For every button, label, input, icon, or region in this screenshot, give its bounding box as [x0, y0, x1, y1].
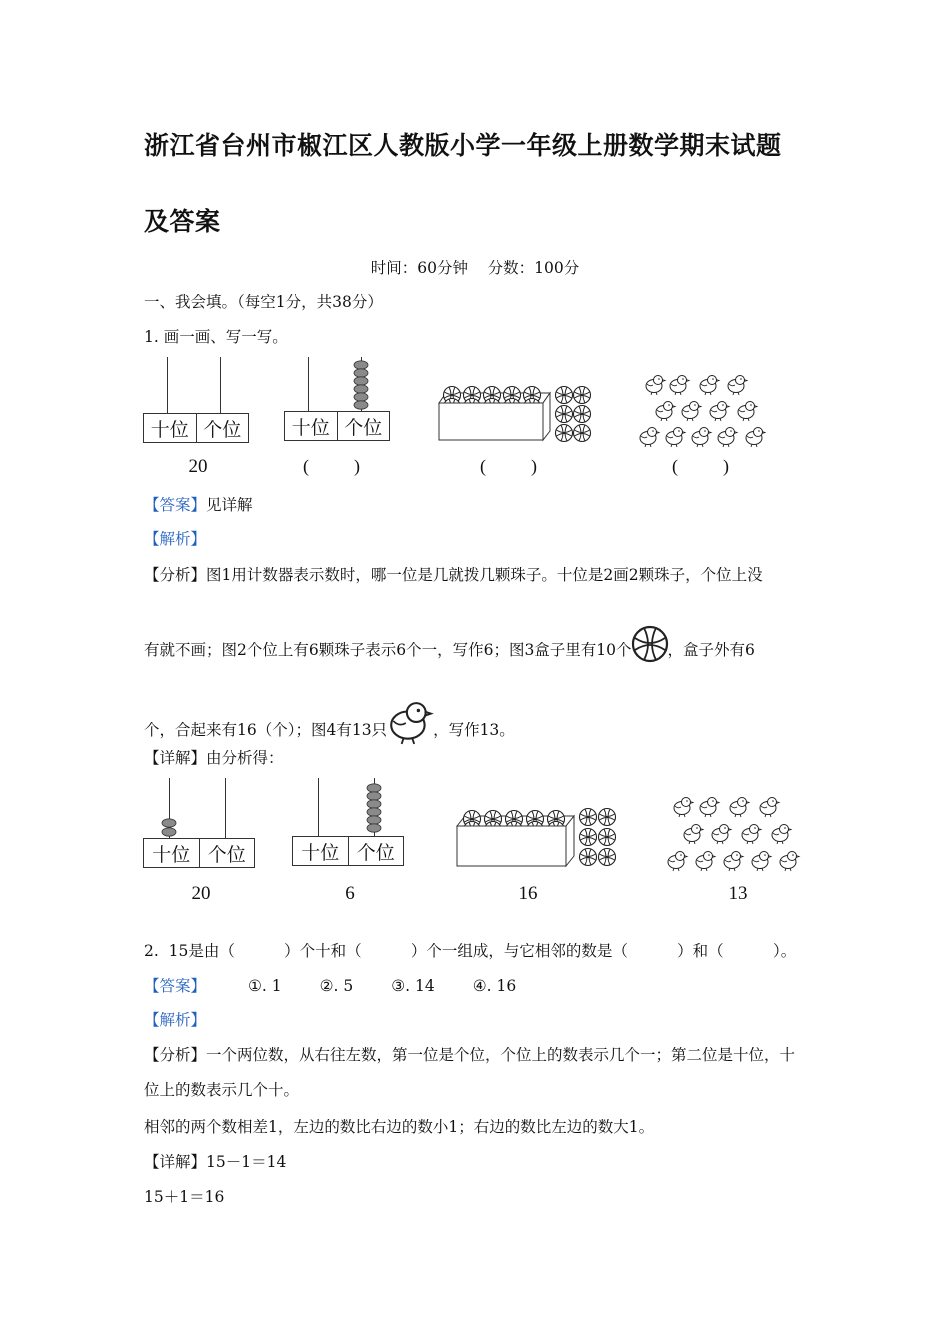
ones-label: 个位 — [337, 412, 390, 440]
tens-rod — [318, 778, 319, 836]
answer-4: ④. 16 — [472, 977, 517, 995]
exam-info: 时间：60分钟 分数：100分 — [370, 259, 580, 277]
abacus-figure-2 — [284, 357, 390, 441]
q1-analysis-line3 — [144, 700, 515, 740]
tens-label: 十位 — [150, 418, 189, 441]
q1-answer-2: 6 — [345, 883, 355, 904]
q1-analysis-tag: 【解析】 — [144, 530, 207, 548]
chick-icon — [387, 700, 433, 746]
page-title-line1: 浙江省台州市椒江区人教版小学一年级上册数学期末试题 — [144, 131, 782, 160]
tens-label: 十位 — [152, 843, 191, 866]
place-value-board — [143, 413, 249, 443]
q1-prompt: 1. 画一画、写一写。 — [144, 328, 288, 346]
detail-text: 由分析得： — [206, 749, 284, 767]
place-value-board — [292, 836, 404, 866]
analysis-text: 图1用计数器表示数时，哪一位是几就拨几颗珠子。十位是2画2颗珠子，个位上没 — [206, 566, 763, 584]
q2-prompt: 2. 15是由（ ）个十和（ ）个一组成，与它相邻的数是（ ）和（ ）。 — [144, 942, 797, 960]
answer-2: ②. 5 — [319, 977, 354, 995]
answer-3: ③. 14 — [391, 977, 435, 995]
tens-beads — [162, 818, 176, 838]
ones-rod — [225, 778, 226, 838]
analysis-text: 个，合起来有16（个）；图4有13只 — [144, 721, 388, 739]
q1-blank-3: ( ) — [480, 456, 537, 476]
answer-tag: 【答案】 — [144, 977, 207, 995]
answer-text: 见详解 — [206, 496, 253, 514]
ones-beads — [354, 360, 368, 412]
tens-rod — [167, 357, 168, 413]
place-value-board — [143, 838, 255, 868]
chicks-answer — [664, 796, 804, 874]
ones-rod — [220, 357, 221, 413]
q2-analysis-line3: 相邻的两个数相差1，左边的数比右边的数小1；右边的数比左边的数大1。 — [144, 1118, 655, 1136]
analysis-text: ，写作13。 — [433, 721, 515, 739]
abacus-answer-2 — [292, 778, 404, 866]
q1-answer-3: 16 — [518, 883, 538, 904]
tens-label: 十位 — [301, 841, 340, 864]
section1-heading: 一、我会填。（每空1分，共38分） — [144, 293, 383, 311]
ones-label: 个位 — [348, 837, 404, 865]
chicks-figure — [636, 374, 768, 448]
tens-label: 十位 — [291, 416, 330, 439]
abacus-answer-1 — [143, 778, 255, 868]
analysis-text: 有就不画；图2个位上有6颗珠子表示6个一，写作6；图3盒子里有10个 — [144, 641, 632, 659]
q1-given-number: 20 — [188, 456, 208, 477]
abacus-figure-1 — [143, 357, 249, 443]
q1-answer-4: 13 — [728, 883, 748, 904]
basketball-icon — [632, 626, 668, 662]
balls-outside-box — [556, 387, 591, 442]
balls-box-figure — [438, 386, 594, 442]
detail-label: 【详解】 — [144, 749, 207, 767]
analysis-text: ，盒子外有6 — [667, 641, 755, 659]
q1-blank-2: ( ) — [303, 456, 360, 476]
ones-label: 个位 — [199, 839, 255, 867]
detail-line1: 15－1＝14 — [206, 1153, 287, 1171]
analysis-text: 一个两位数，从右往左数，第一位是个位，个位上的数表示几个一；第二位是十位，十 — [206, 1046, 796, 1064]
ones-label: 个位 — [196, 414, 249, 442]
q1-detail — [144, 748, 284, 768]
q1-analysis-line1 — [144, 565, 763, 585]
answer-1: ①. 1 — [248, 977, 282, 995]
q2-detail-line2: 15＋1＝16 — [144, 1188, 225, 1206]
q1-analysis-line2 — [144, 626, 755, 660]
q2-detail — [144, 1152, 286, 1172]
q1-answer-1: 20 — [191, 883, 211, 904]
q1-answer — [144, 495, 253, 515]
q2-answer — [144, 976, 516, 996]
q2-analysis-tag: 【解析】 — [144, 1011, 207, 1029]
detail-label: 【详解】 — [144, 1153, 207, 1171]
analysis-label: 【分析】 — [144, 1046, 207, 1064]
q1-blank-4: ( ) — [672, 456, 729, 476]
analysis-label: 【分析】 — [144, 566, 207, 584]
page-title-line2: 及答案 — [144, 207, 221, 236]
balls-outside-box — [580, 809, 616, 866]
place-value-board — [284, 411, 390, 441]
tens-rod — [308, 357, 309, 411]
answer-tag: 【答案】 — [144, 496, 207, 514]
q2-analysis-line1 — [144, 1045, 795, 1065]
ones-beads — [367, 783, 381, 835]
q2-analysis-line2: 位上的数表示几个十。 — [144, 1081, 300, 1099]
balls-box-answer — [456, 808, 618, 868]
